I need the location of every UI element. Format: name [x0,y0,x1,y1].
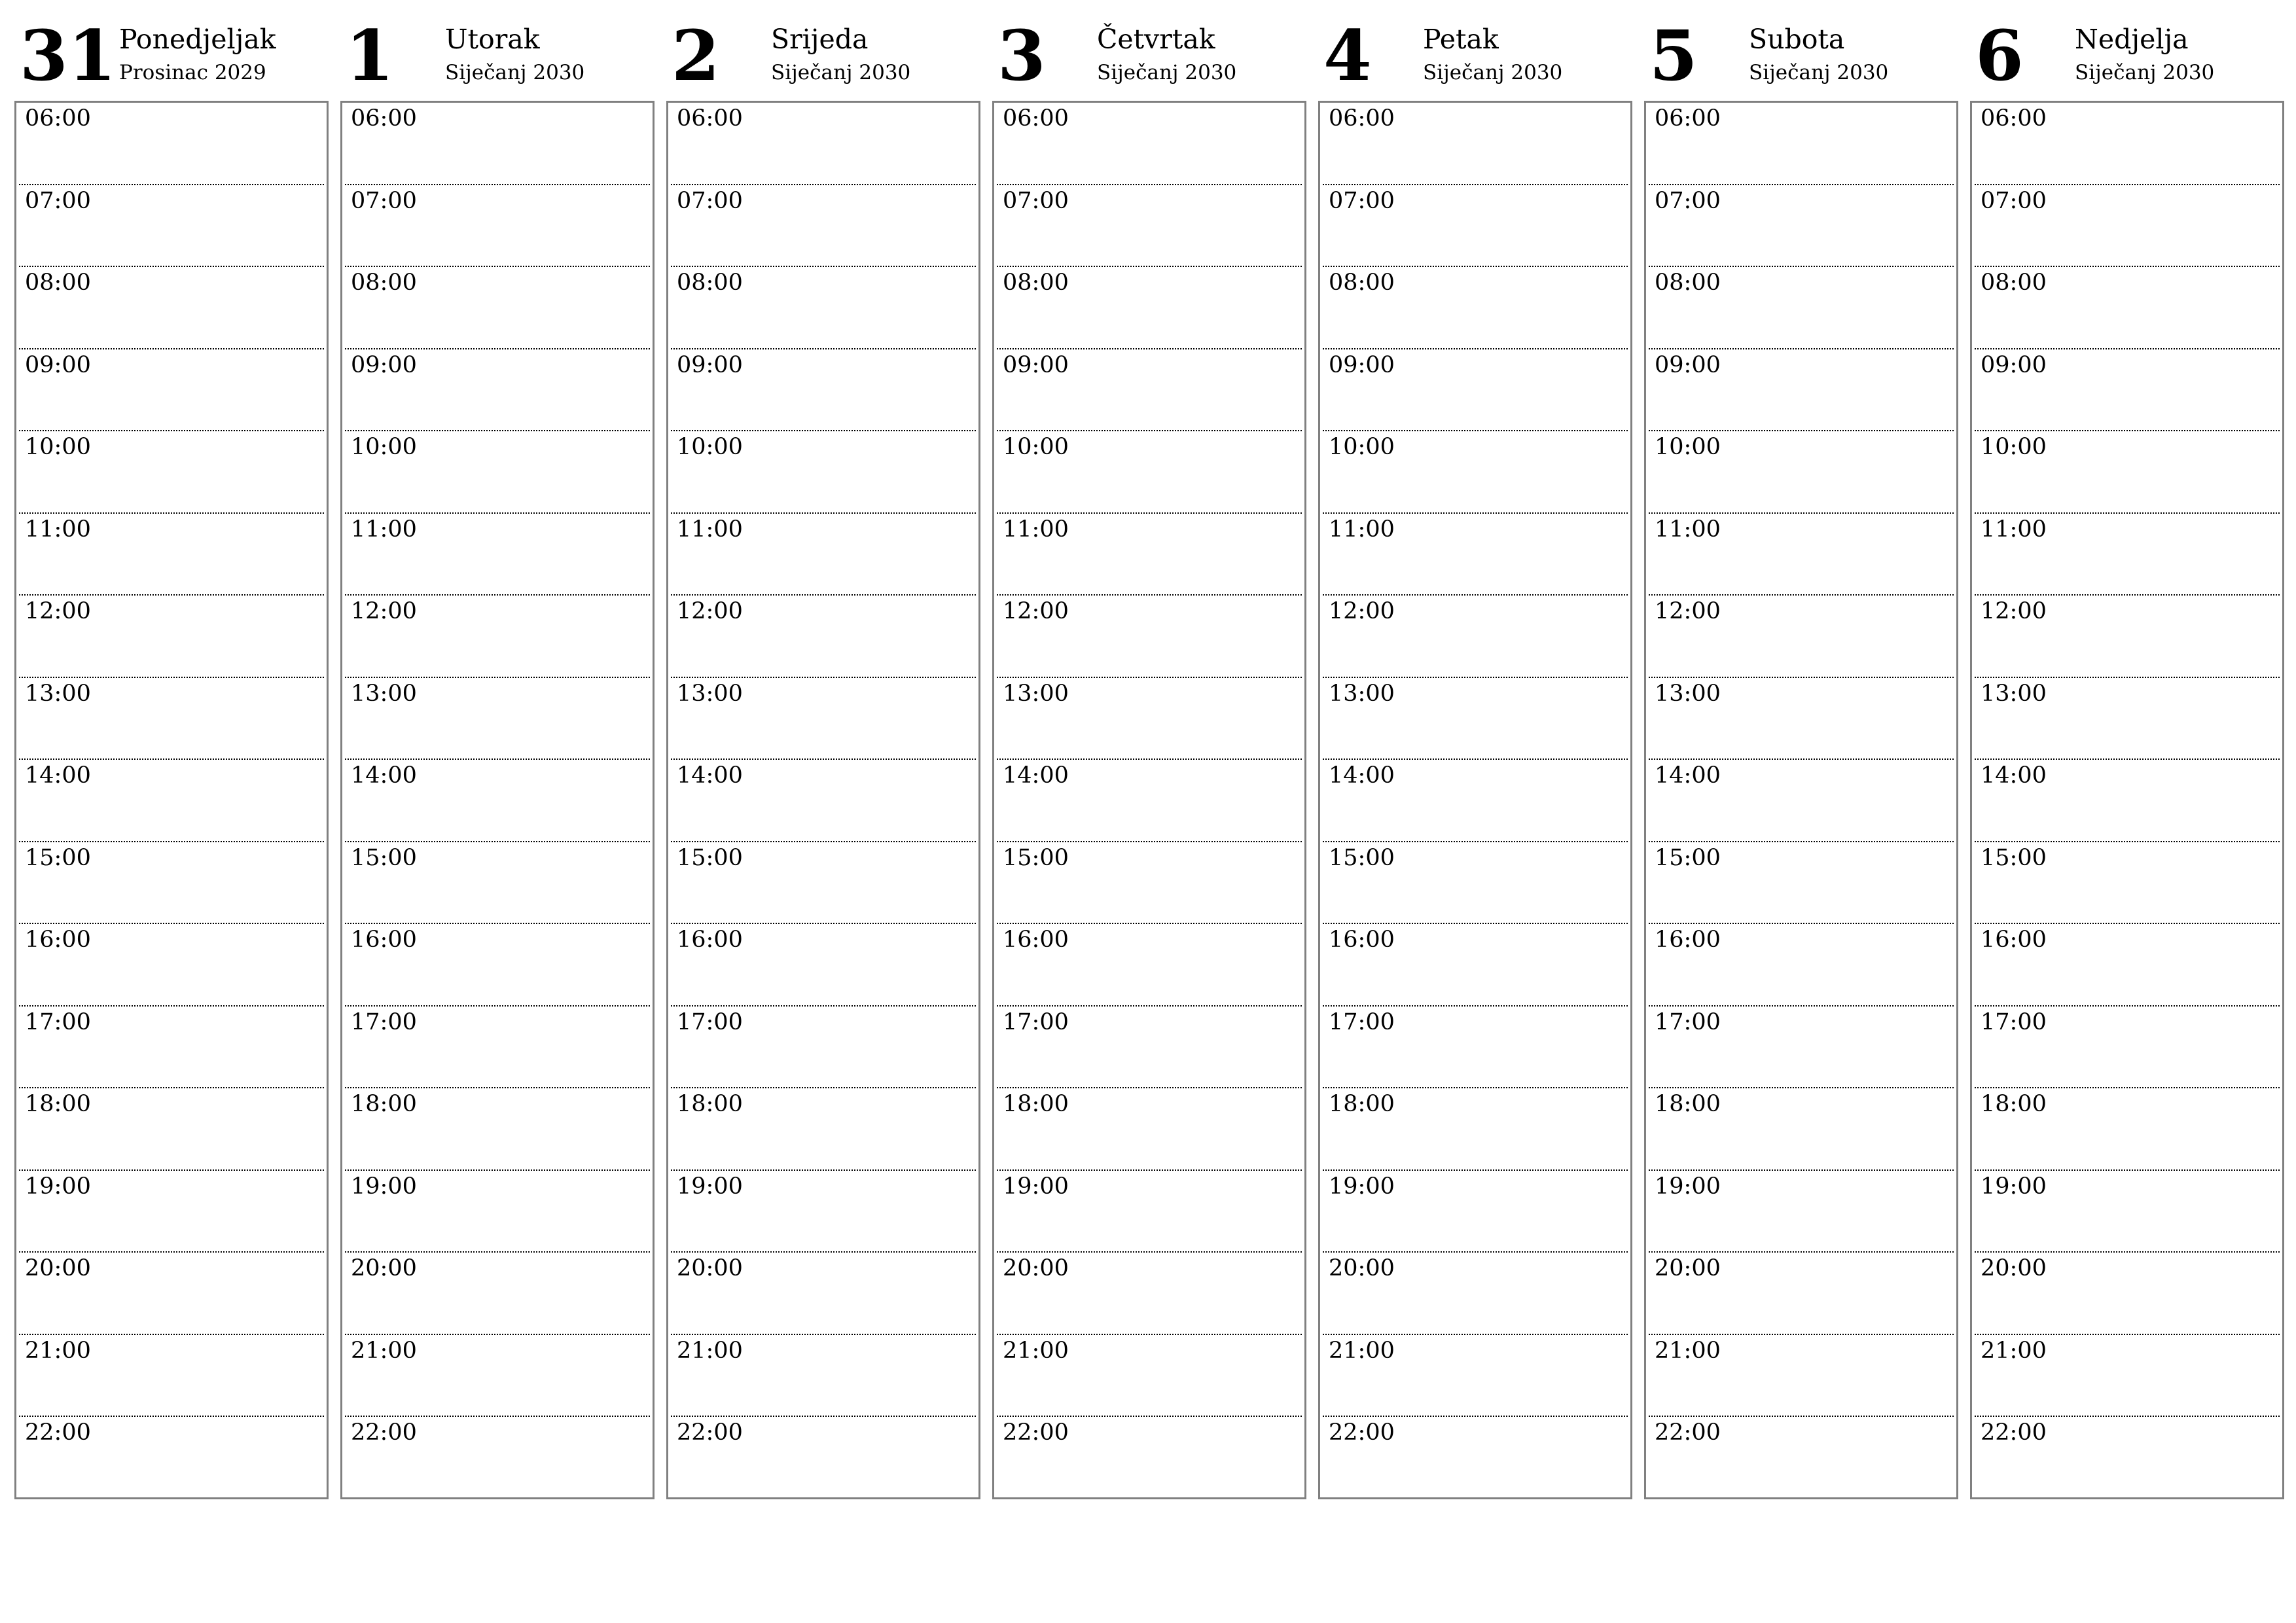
hour-label: 06:00 [1655,105,1721,132]
day-number: 4 [1323,14,1372,96]
day-number: 3 [997,14,1046,96]
hour-label: 15:00 [351,844,417,871]
hour-slot [1323,185,1628,268]
hour-label: 17:00 [1655,1008,1721,1035]
hour-label: 11:00 [25,516,91,543]
hour-slot [997,185,1302,268]
month-year: Siječanj 2030 [445,61,585,84]
hour-label: 21:00 [25,1337,91,1364]
hour-label: 07:00 [677,187,743,214]
hour-slot [671,1007,976,1089]
hour-slot [997,349,1302,432]
hour-slot [1975,760,2280,842]
hour-slot [345,924,650,1007]
hour-label: 16:00 [25,927,91,953]
hour-label: 14:00 [677,762,743,789]
hour-slot [1323,349,1628,432]
hour-slot [19,1171,324,1253]
hour-slot [19,349,324,432]
day-header [1318,0,1631,98]
hour-slot [1975,514,2280,596]
hour-slot [345,1088,650,1171]
hour-slot [1975,349,2280,432]
hour-slot [1975,267,2280,349]
hour-label: 19:00 [351,1173,417,1200]
hour-label: 12:00 [677,598,743,624]
hour-slot [671,431,976,514]
hour-label: 12:00 [351,598,417,624]
hour-label: 10:00 [1655,434,1721,460]
hour-label: 21:00 [1003,1337,1069,1364]
hour-slot [997,1335,1302,1418]
hour-slot [671,1171,976,1253]
day-number: 6 [1975,14,2024,96]
hour-label: 08:00 [1329,270,1395,296]
hour-slot [1975,431,2280,514]
hourly-schedule-box [14,101,329,1499]
hour-label: 20:00 [1655,1255,1721,1281]
hour-slot [1649,924,1954,1007]
weekday-name: Petak [1423,24,1499,55]
hour-label: 07:00 [351,187,417,214]
hour-label: 14:00 [351,762,417,789]
hour-label: 11:00 [1655,516,1721,543]
hour-label: 12:00 [1329,598,1395,624]
hour-slot [1649,678,1954,760]
hour-label: 15:00 [677,844,743,871]
hour-label: 12:00 [1655,598,1721,624]
hour-slot [1323,760,1628,842]
hour-label: 22:00 [1655,1419,1721,1446]
hour-slot [19,678,324,760]
hour-slot [1649,1171,1954,1253]
hour-label: 22:00 [1329,1419,1395,1446]
day-number: 1 [346,14,394,96]
hour-slot [19,267,324,349]
day-header [14,0,327,98]
hour-slot [1975,1171,2280,1253]
hour-label: 06:00 [25,105,91,132]
hour-slot [345,760,650,842]
hour-label: 07:00 [1981,187,2047,214]
hour-slot [997,1007,1302,1089]
hour-label: 18:00 [25,1091,91,1117]
hour-slot [1975,842,2280,925]
day-column [666,0,979,1500]
hour-slot [1975,678,2280,760]
hour-label: 12:00 [1003,598,1069,624]
hour-slot [1323,103,1628,185]
hour-slot [1323,1007,1628,1089]
hour-label: 20:00 [1329,1255,1395,1281]
hour-label: 11:00 [1329,516,1395,543]
hour-label: 16:00 [677,927,743,953]
hour-label: 09:00 [1981,351,2047,378]
hour-label: 06:00 [1981,105,2047,132]
hour-label: 16:00 [1655,927,1721,953]
hour-label: 09:00 [677,351,743,378]
hour-label: 21:00 [677,1337,743,1364]
hour-label: 14:00 [1003,762,1069,789]
hour-slot [19,1088,324,1171]
hour-label: 21:00 [1981,1337,2047,1364]
hour-label: 19:00 [1329,1173,1395,1200]
day-column [992,0,1305,1500]
hour-label: 18:00 [1329,1091,1395,1117]
hour-label: 09:00 [1003,351,1069,378]
hour-slot [19,1335,324,1418]
day-column [1644,0,1957,1500]
hour-label: 14:00 [25,762,91,789]
hour-label: 10:00 [1003,434,1069,460]
hour-label: 12:00 [25,598,91,624]
hour-slot [1649,842,1954,925]
hour-label: 09:00 [25,351,91,378]
hour-slot [1649,1007,1954,1089]
hour-slot [19,431,324,514]
hour-slot [1649,1088,1954,1171]
month-year: Siječanj 2030 [1097,61,1237,84]
hour-slot [997,842,1302,925]
hour-slot [671,1088,976,1171]
hour-label: 07:00 [1655,187,1721,214]
hour-slot [671,267,976,349]
month-year: Siječanj 2030 [1423,61,1563,84]
hour-label: 13:00 [351,680,417,707]
month-year: Siječanj 2030 [2075,61,2215,84]
hour-label: 22:00 [1981,1419,2047,1446]
hour-slot [997,760,1302,842]
hour-label: 15:00 [1655,844,1721,871]
weekday-name: Subota [1749,24,1845,55]
month-year: Siječanj 2030 [771,61,911,84]
hour-label: 17:00 [677,1008,743,1035]
hour-slot [1649,431,1954,514]
hour-slot [345,1335,650,1418]
hour-slot [671,514,976,596]
hourly-schedule-box [1318,101,1632,1499]
hour-label: 11:00 [1003,516,1069,543]
hour-slot [671,842,976,925]
hour-slot [19,760,324,842]
hour-slot [1649,1253,1954,1335]
hour-label: 19:00 [677,1173,743,1200]
hour-label: 11:00 [1981,516,2047,543]
hour-slot [1323,1253,1628,1335]
hour-label: 10:00 [1329,434,1395,460]
hour-label: 12:00 [1981,598,2047,624]
hour-slot [345,596,650,678]
hour-label: 19:00 [1655,1173,1721,1200]
day-header [666,0,979,98]
hour-slot [1649,185,1954,268]
hour-slot [671,678,976,760]
hour-label: 13:00 [1981,680,2047,707]
hour-slot [19,1007,324,1089]
hour-label: 14:00 [1329,762,1395,789]
hour-label: 13:00 [1003,680,1069,707]
hour-label: 20:00 [25,1255,91,1281]
hour-slot [19,924,324,1007]
hour-slot [345,1253,650,1335]
day-column [1970,0,2283,1500]
hour-label: 20:00 [1981,1255,2047,1281]
hour-slot [671,185,976,268]
hour-slot [1649,1335,1954,1418]
hour-label: 16:00 [1329,927,1395,953]
hour-slot [345,1171,650,1253]
weekday-name: Utorak [445,24,540,55]
hour-slot [345,842,650,925]
hour-slot [1323,678,1628,760]
hour-label: 21:00 [351,1337,417,1364]
hour-slot [671,1253,976,1335]
hour-label: 16:00 [1981,927,2047,953]
hourly-schedule-box [1970,101,2284,1499]
hour-slot [997,1253,1302,1335]
hour-slot [345,678,650,760]
hour-label: 14:00 [1981,762,2047,789]
hour-label: 09:00 [1655,351,1721,378]
hour-slot [997,1088,1302,1171]
hour-slot [1649,1417,1954,1499]
hour-slot [997,1171,1302,1253]
month-year: Siječanj 2030 [1749,61,1889,84]
hourly-schedule-box [340,101,655,1499]
hour-label: 13:00 [25,680,91,707]
hour-slot [1975,185,2280,268]
hour-slot [345,431,650,514]
hour-slot [1323,596,1628,678]
hour-label: 18:00 [1981,1091,2047,1117]
hour-label: 15:00 [25,844,91,871]
month-year: Prosinac 2029 [119,61,266,84]
hour-slot [345,267,650,349]
hour-slot [1975,596,2280,678]
hour-label: 18:00 [351,1091,417,1117]
hour-slot [1323,1088,1628,1171]
hour-label: 21:00 [1655,1337,1721,1364]
hour-slot [345,514,650,596]
hour-label: 22:00 [1003,1419,1069,1446]
hour-slot [1323,431,1628,514]
hour-label: 10:00 [677,434,743,460]
hourly-schedule-box [992,101,1306,1499]
hour-slot [1649,596,1954,678]
hour-label: 14:00 [1655,762,1721,789]
hour-label: 17:00 [1981,1008,2047,1035]
hour-slot [997,103,1302,185]
hour-label: 10:00 [1981,434,2047,460]
day-column [340,0,653,1500]
weekday-name: Četvrtak [1097,24,1215,55]
hour-slot [671,349,976,432]
hour-slot [19,514,324,596]
hour-slot [19,842,324,925]
hour-label: 06:00 [1003,105,1069,132]
hour-label: 08:00 [25,270,91,296]
hour-slot [1975,1417,2280,1499]
hour-slot [1323,267,1628,349]
hour-slot [997,924,1302,1007]
hour-slot [1323,1171,1628,1253]
hourly-schedule-box [1644,101,1958,1499]
hour-slot [345,103,650,185]
hour-label: 07:00 [25,187,91,214]
hour-slot [19,1417,324,1499]
hour-label: 20:00 [1003,1255,1069,1281]
hour-slot [19,103,324,185]
hour-slot [997,431,1302,514]
hourly-schedule-box [666,101,980,1499]
hour-label: 22:00 [677,1419,743,1446]
hour-label: 06:00 [1329,105,1395,132]
hour-label: 17:00 [1329,1008,1395,1035]
hour-label: 09:00 [1329,351,1395,378]
hour-label: 06:00 [677,105,743,132]
hour-slot [671,596,976,678]
hour-label: 08:00 [1655,270,1721,296]
hour-slot [1975,1335,2280,1418]
hour-slot [1323,924,1628,1007]
day-number: 31 [20,14,117,96]
hour-label: 17:00 [1003,1008,1069,1035]
hour-slot [1323,1335,1628,1418]
hour-slot [19,596,324,678]
hour-label: 08:00 [677,270,743,296]
hour-label: 11:00 [677,516,743,543]
hour-label: 10:00 [25,434,91,460]
hour-label: 13:00 [1655,680,1721,707]
hour-label: 19:00 [25,1173,91,1200]
hour-slot [1975,1007,2280,1089]
day-header [992,0,1305,98]
hour-slot [19,1253,324,1335]
hour-label: 18:00 [677,1091,743,1117]
hour-slot [997,596,1302,678]
hour-label: 21:00 [1329,1337,1395,1364]
hour-label: 20:00 [677,1255,743,1281]
hour-slot [671,1417,976,1499]
hour-label: 19:00 [1003,1173,1069,1200]
hour-label: 15:00 [1329,844,1395,871]
hour-slot [345,1417,650,1499]
hour-label: 18:00 [1003,1091,1069,1117]
hour-slot [997,1417,1302,1499]
hour-slot [1975,1253,2280,1335]
day-number: 5 [1649,14,1698,96]
weekday-name: Nedjelja [2075,24,2189,55]
weekday-name: Ponedjeljak [119,24,276,55]
day-header [1970,0,2283,98]
hour-label: 16:00 [351,927,417,953]
hour-slot [997,267,1302,349]
hour-slot [671,1335,976,1418]
hour-slot [1323,514,1628,596]
hour-label: 19:00 [1981,1173,2047,1200]
day-column [1318,0,1631,1500]
hour-label: 10:00 [351,434,417,460]
day-header [340,0,653,98]
hour-label: 22:00 [351,1419,417,1446]
hour-label: 18:00 [1655,1091,1721,1117]
hour-label: 13:00 [1329,680,1395,707]
hour-label: 07:00 [1003,187,1069,214]
hour-label: 08:00 [1981,270,2047,296]
hour-label: 22:00 [25,1419,91,1446]
hour-slot [1975,924,2280,1007]
hour-slot [1649,349,1954,432]
hour-slot [345,349,650,432]
hour-slot [345,185,650,268]
hour-slot [997,678,1302,760]
hour-slot [345,1007,650,1089]
hour-slot [1649,760,1954,842]
hour-label: 15:00 [1981,844,2047,871]
hour-label: 08:00 [1003,270,1069,296]
hour-slot [1649,514,1954,596]
hour-slot [1323,1417,1628,1499]
hour-slot [997,514,1302,596]
weekday-name: Srijeda [771,24,869,55]
hour-slot [1649,267,1954,349]
hour-label: 20:00 [351,1255,417,1281]
hour-label: 13:00 [677,680,743,707]
hour-label: 08:00 [351,270,417,296]
hour-label: 06:00 [351,105,417,132]
hour-slot [1975,1088,2280,1171]
day-header [1644,0,1957,98]
day-number: 2 [672,14,720,96]
hour-slot [671,103,976,185]
hour-slot [671,760,976,842]
hour-label: 15:00 [1003,844,1069,871]
hour-label: 16:00 [1003,927,1069,953]
hour-label: 09:00 [351,351,417,378]
hour-slot [19,185,324,268]
hour-label: 17:00 [25,1008,91,1035]
hour-slot [671,924,976,1007]
hour-label: 07:00 [1329,187,1395,214]
day-column [14,0,327,1500]
hour-label: 11:00 [351,516,417,543]
hour-slot [1649,103,1954,185]
hour-slot [1323,842,1628,925]
hour-label: 17:00 [351,1008,417,1035]
hour-slot [1975,103,2280,185]
